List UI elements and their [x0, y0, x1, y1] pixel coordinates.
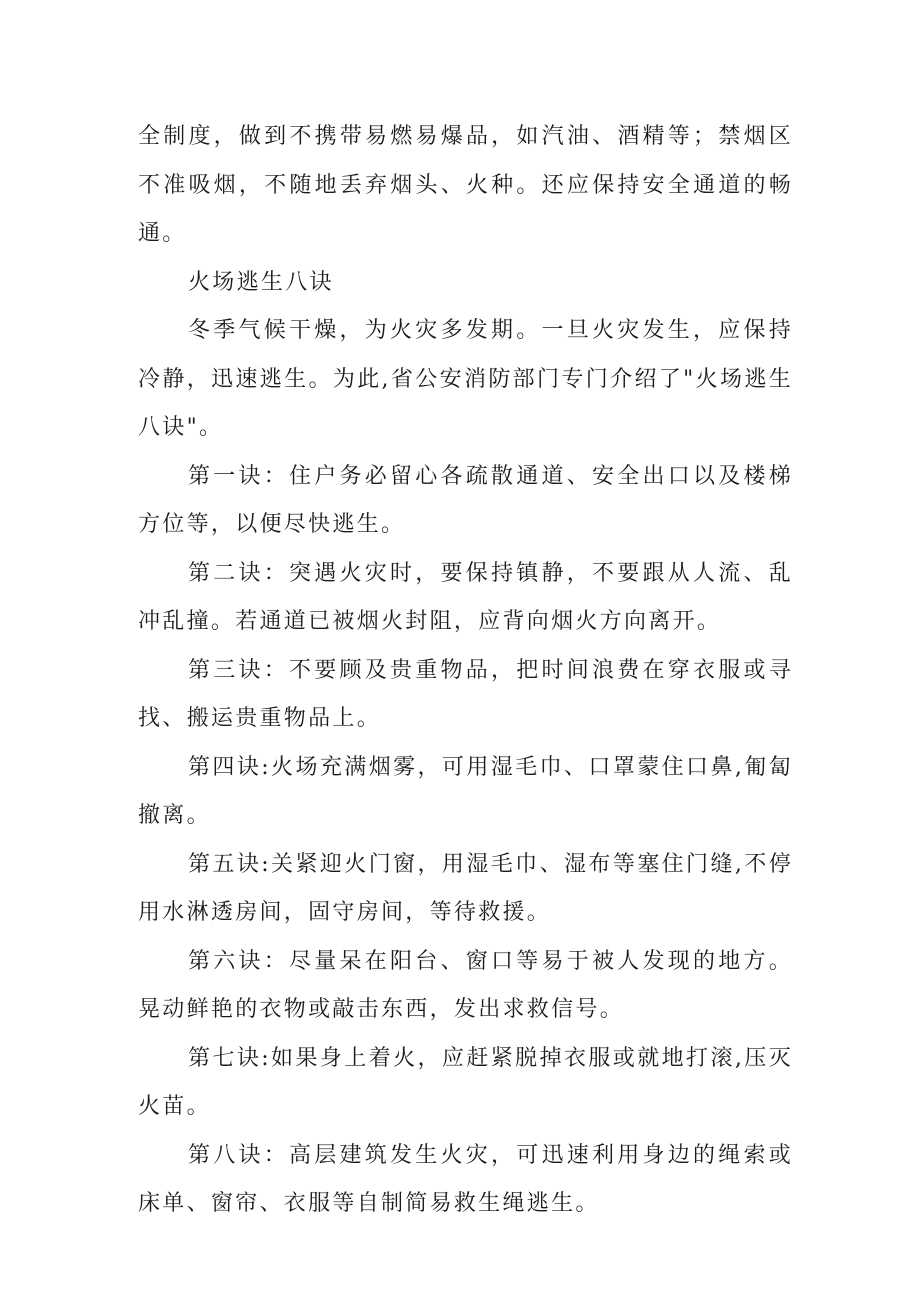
paragraph-continued: 全制度，做到不携带易燃易爆品，如汽油、酒精等；禁烟区不准吸烟，不随地丢弃烟头、火种。还应保持安全通道的畅通。	[138, 124, 793, 246]
document-body	[138, 113, 793, 1229]
paragraph-tip-3: 第三诀：不要顾及贵重物品，把时间浪费在穿衣服或寻找、搬运贵重物品上。	[138, 657, 793, 731]
paragraph-tip-5: 第五诀:关紧迎火门窗，用湿毛巾、湿布等塞住门缝,不停用水淋透房间，固守房间，等待救援。	[138, 851, 793, 925]
paragraph-intro: 冬季气候干燥，为火灾多发期。一旦火灾发生，应保持冷静，迅速逃生。为此,省公安消防部门专门介绍了"火场逃生八诀"。	[138, 318, 793, 440]
paragraph-tip-2: 第二诀：突遇火灾时，要保持镇静，不要跟从人流、乱冲乱撞。若通道已被烟火封阻，应背向烟火方向离开。	[138, 560, 793, 634]
paragraph-tip-4: 第四诀:火场充满烟雾，可用湿毛巾、口罩蒙住口鼻,匍匐撤离。	[138, 754, 793, 828]
paragraph-tip-8: 第八诀：高层建筑发生火灾，可迅速利用身边的绳索或床单、窗帘、衣服等自制简易救生绳逃生。	[138, 1142, 793, 1216]
paragraph-tip-7: 第七诀:如果身上着火，应赶紧脱掉衣服或就地打滚,压灭火苗。	[138, 1045, 793, 1119]
section-heading: 火场逃生八诀	[188, 269, 334, 295]
paragraph-tip-6: 第六诀：尽量呆在阳台、窗口等易于被人发现的地方。晃动鲜艳的衣物或敲击东西，发出求救信号。	[138, 948, 793, 1022]
paragraph-tip-1: 第一诀：住户务必留心各疏散通道、安全出口以及楼梯方位等，以便尽快逃生。	[138, 463, 793, 537]
